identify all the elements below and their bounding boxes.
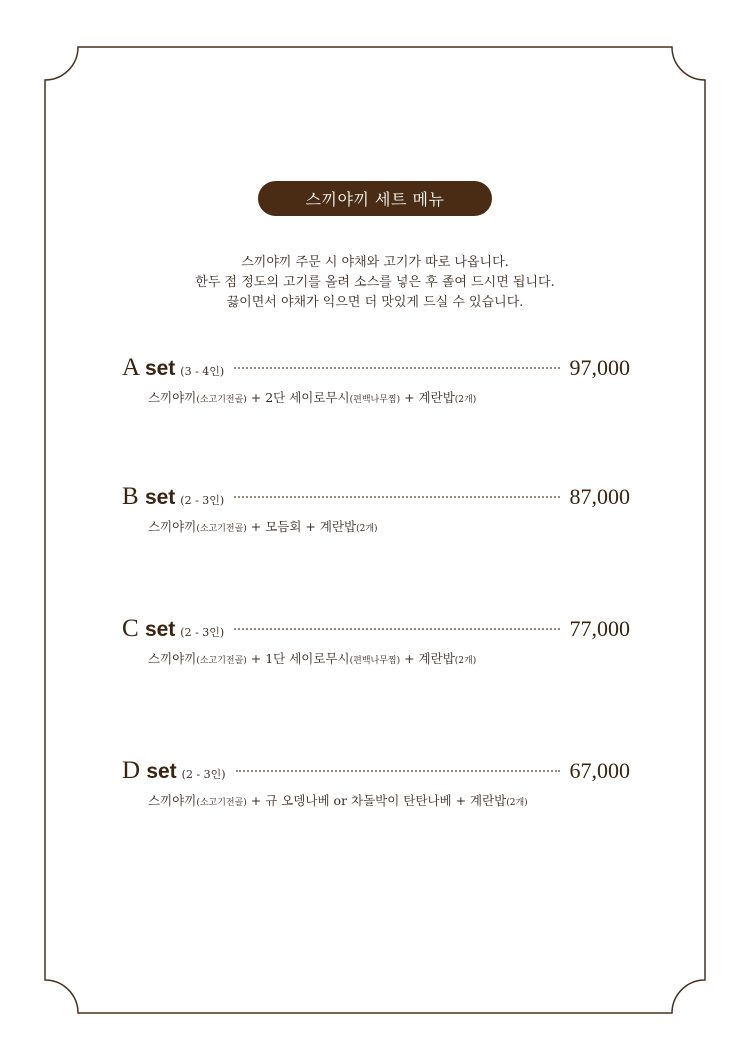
dotted-leader <box>234 366 559 369</box>
intro-line-2: 한두 점 정도의 고기를 올려 소스를 넣은 후 졸여 드시면 됩니다. <box>195 275 555 290</box>
set-b-item <box>122 483 630 535</box>
dotted-leader <box>234 627 559 630</box>
set-c-item <box>122 615 630 667</box>
set-c-people: (2 - 3인) <box>180 626 225 639</box>
intro-line-3: 끓이면서 야채가 익으면 더 맛있게 드실 수 있습니다. <box>226 295 524 310</box>
set-b-people: (2 - 3인) <box>180 494 225 507</box>
set-a-name: A set <box>122 354 176 381</box>
set-a-item <box>122 354 630 406</box>
set-d-name: D set <box>122 757 177 784</box>
set-a-people: (3 - 4인) <box>180 365 225 378</box>
menu-intro <box>75 253 675 313</box>
set-d-item <box>122 757 630 809</box>
dotted-leader <box>234 495 559 498</box>
set-d-people: (2 - 3인) <box>181 768 226 781</box>
set-b-name: B set <box>122 483 176 510</box>
set-c-price: 77,000 <box>569 616 630 641</box>
menu-title: 스끼야끼 세트 메뉴 <box>258 181 492 216</box>
set-b-price: 87,000 <box>569 484 630 509</box>
set-a-description: 스끼야끼(소고기전골) + 2단 세이로무시(편백나무찜) + 계란밥(2개) <box>148 390 477 405</box>
set-c-description: 스끼야끼(소고기전골) + 1단 세이로무시(편백나무찜) + 계란밥(2개) <box>148 651 477 666</box>
dotted-leader <box>236 769 560 772</box>
set-d-price: 67,000 <box>569 758 630 783</box>
set-b-description: 스끼야끼(소고기전골) + 모듬회 + 계란밥(2개) <box>148 519 378 534</box>
set-c-name: C set <box>122 615 176 642</box>
intro-line-1: 스끼야끼 주문 시 야채와 고기가 따로 나옵니다. <box>241 255 509 270</box>
set-a-price: 97,000 <box>569 355 630 380</box>
set-d-description: 스끼야끼(소고기전골) + 규 오뎅나베 or 차돌박이 탄탄나베 + 계란밥(2개) <box>148 793 528 808</box>
